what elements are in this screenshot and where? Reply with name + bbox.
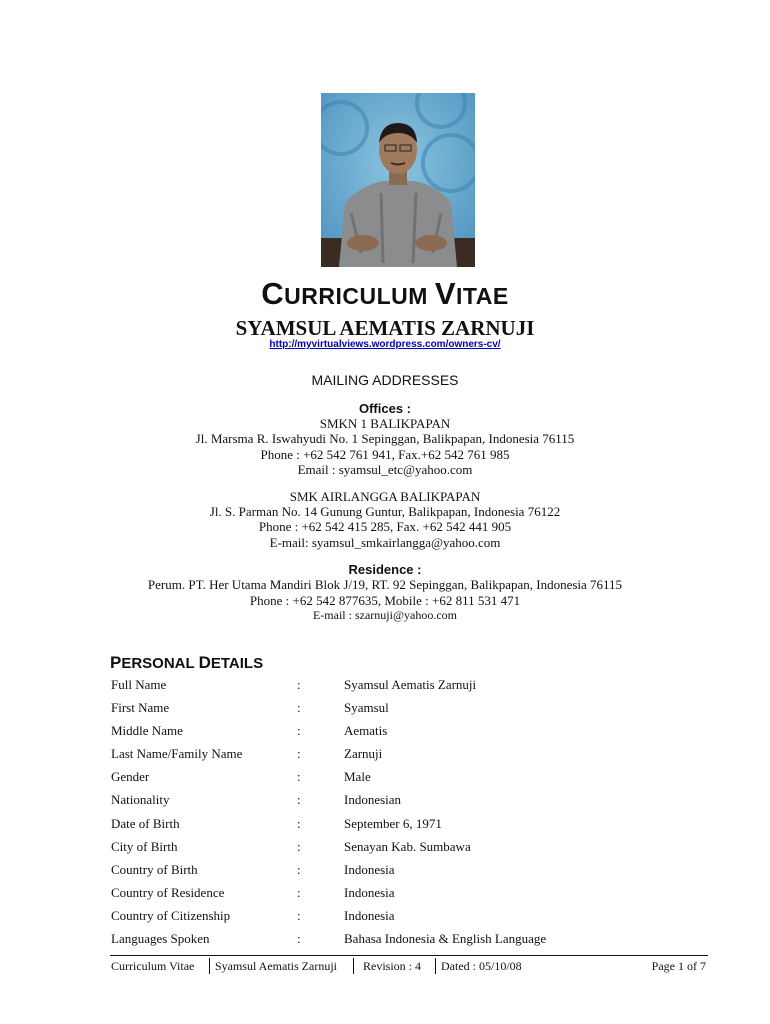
residence-email: E-mail : szarnuji@yahoo.com	[312, 608, 457, 622]
table-row	[0, 931, 770, 949]
row-value: Bahasa Indonesia & English Language	[344, 931, 547, 946]
office2-phone: Phone : +62 542 415 285, Fax. +62 542 441 905	[258, 519, 512, 534]
row-colon: :	[297, 839, 301, 854]
table-row	[0, 769, 770, 787]
footer-doc-title: Curriculum Vitae	[111, 959, 195, 973]
cv-title: CURRICULUM VITAE	[261, 276, 509, 311]
row-colon: :	[297, 769, 301, 784]
table-row	[0, 723, 770, 741]
row-colon: :	[297, 792, 301, 807]
profile-photo	[321, 93, 475, 267]
row-label: First Name	[111, 700, 170, 715]
office1-name: SMKN 1 BALIKPAPAN	[319, 416, 451, 431]
row-value: Indonesia	[344, 908, 395, 923]
row-colon: :	[297, 816, 301, 831]
table-row	[0, 792, 770, 810]
residence-heading: Residence :	[348, 562, 422, 577]
row-value: Zarnuji	[344, 746, 383, 761]
row-value: September 6, 1971	[344, 816, 442, 831]
residence-phone: Phone : +62 542 877635, Mobile : +62 811 531 471	[249, 593, 521, 608]
row-label: Full Name	[111, 677, 167, 692]
row-label: Languages Spoken	[111, 931, 210, 946]
office2-email: E-mail: syamsul_smkairlangga@yahoo.com	[269, 535, 501, 550]
table-row	[0, 839, 770, 857]
table-row	[0, 816, 770, 834]
row-value: Indonesian	[344, 792, 402, 807]
mailing-heading: MAILING ADDRESSES	[311, 372, 459, 388]
office2-address: Jl. S. Parman No. 14 Gunung Guntur, Balikpapan, Indonesia 76122	[209, 504, 561, 519]
row-colon: :	[297, 723, 301, 738]
offices-heading: Offices :	[358, 401, 411, 416]
row-value: Syamsul	[344, 700, 389, 715]
table-row	[0, 908, 770, 926]
row-value: Syamsul Aematis Zarnuji	[344, 677, 477, 692]
row-label: Country of Citizenship	[111, 908, 231, 923]
row-value: Senayan Kab. Sumbawa	[344, 839, 471, 854]
row-label: Gender	[111, 769, 150, 784]
row-value: Male	[344, 769, 371, 784]
footer-divider	[435, 958, 436, 974]
profile-photo-image	[321, 93, 475, 267]
table-row	[0, 677, 770, 695]
row-label: Nationality	[111, 792, 170, 807]
table-row	[0, 700, 770, 718]
row-colon: :	[297, 885, 301, 900]
footer-divider	[353, 958, 354, 974]
residence-address: Perum. PT. Her Utama Mandiri Blok J/19, RT. 92 Sepinggan, Balikpapan, Indonesia 76115	[147, 577, 623, 592]
row-colon: :	[297, 931, 301, 946]
row-label: Country of Residence	[111, 885, 225, 900]
row-label: Last Name/Family Name	[111, 746, 243, 761]
footer-revision: Revision : 4	[363, 959, 422, 973]
row-value: Indonesia	[344, 862, 395, 877]
row-colon: :	[297, 700, 301, 715]
footer-page-number: Page 1 of 7	[651, 959, 706, 973]
office1-email: Email : syamsul_etc@yahoo.com	[297, 462, 473, 477]
table-row	[0, 746, 770, 764]
table-row	[0, 862, 770, 880]
personal-details-heading: PERSONAL DETAILS	[110, 653, 264, 672]
row-colon: :	[297, 862, 301, 877]
row-value: Indonesia	[344, 885, 395, 900]
office1-address: Jl. Marsma R. Iswahyudi No. 1 Sepinggan, Balikpapan, Indonesia 76115	[195, 431, 575, 446]
table-row	[0, 885, 770, 903]
row-label: Country of Birth	[111, 862, 198, 877]
row-label: Middle Name	[111, 723, 183, 738]
website-link[interactable]: http://myvirtualviews.wordpress.com/owners-cv/	[269, 339, 501, 350]
row-value: Aematis	[344, 723, 388, 738]
footer-author: Syamsul Aematis Zarnuji	[215, 959, 337, 973]
row-colon: :	[297, 677, 301, 692]
row-label: Date of Birth	[111, 816, 180, 831]
office2-name: SMK AIRLANGGA BALIKPAPAN	[289, 489, 481, 504]
row-colon: :	[297, 746, 301, 761]
office1-phone: Phone : +62 542 761 941, Fax.+62 542 761 985	[260, 447, 510, 462]
row-label: City of Birth	[111, 839, 178, 854]
page-footer	[110, 955, 708, 978]
footer-date: Dated : 05/10/08	[441, 959, 522, 973]
row-colon: :	[297, 908, 301, 923]
footer-divider	[209, 958, 210, 974]
person-name: SYAMSUL AEMATIS ZARNUJI	[235, 316, 535, 340]
